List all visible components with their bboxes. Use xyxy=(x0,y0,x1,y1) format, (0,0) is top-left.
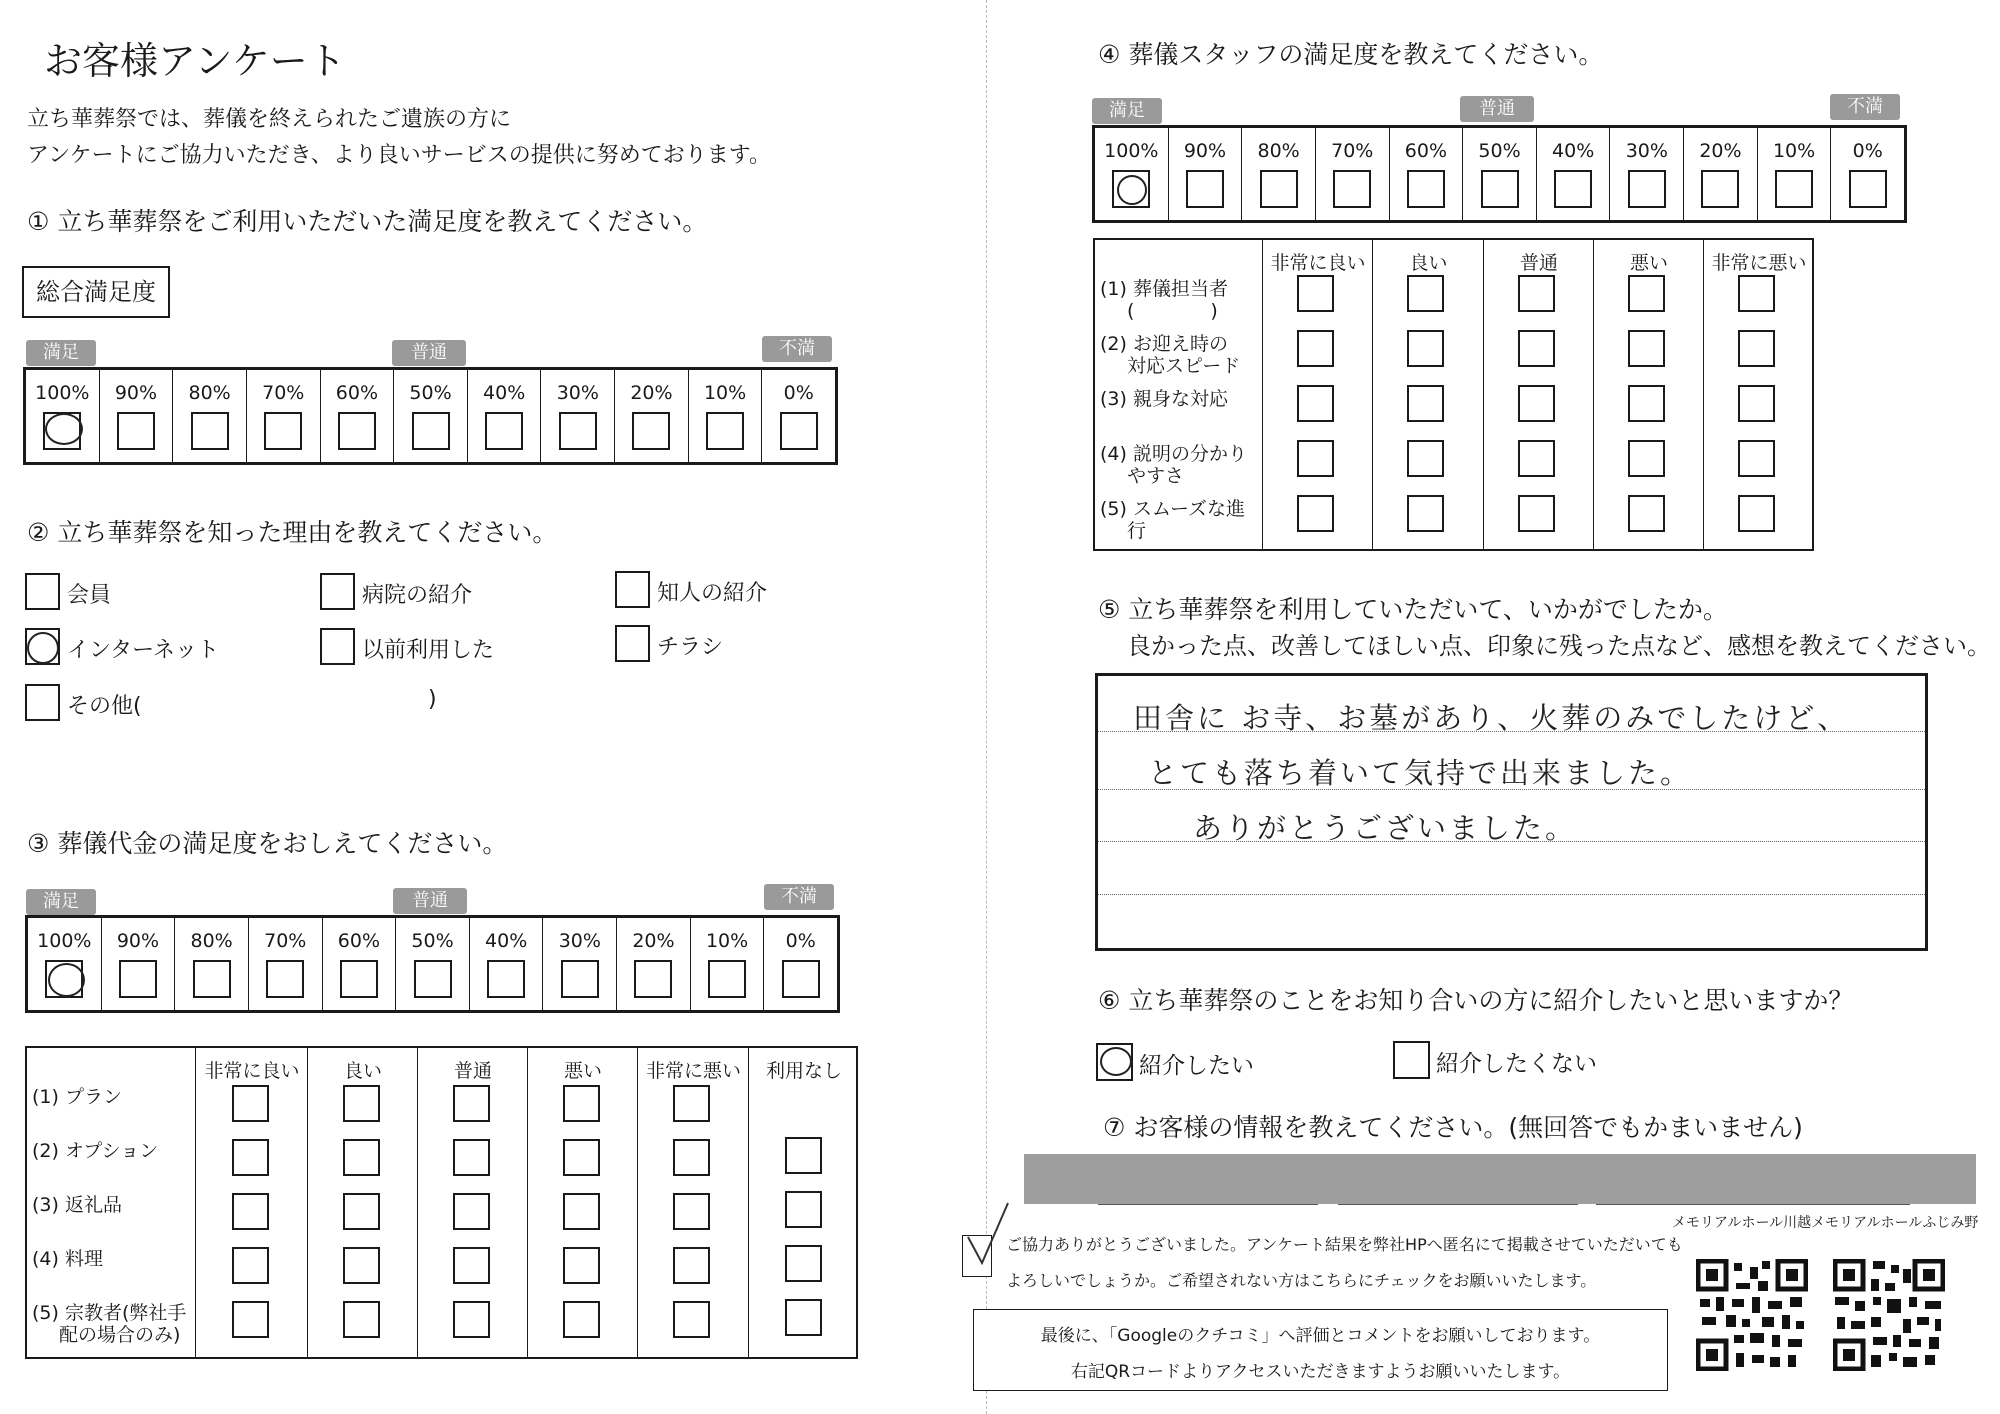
q1-pct-0: 0% xyxy=(783,382,814,404)
q3-r3-neutral[interactable] xyxy=(453,1193,490,1230)
q4-r5-bad[interactable] xyxy=(1628,495,1665,532)
q4-r1-bad[interactable] xyxy=(1628,275,1665,312)
q1-pct-40: 40% xyxy=(483,382,526,404)
q3-r5-good[interactable] xyxy=(343,1301,380,1338)
q1-pct-50: 50% xyxy=(409,382,452,404)
q4-r1-neutral[interactable] xyxy=(1518,275,1555,312)
q3-checkbox-0[interactable] xyxy=(782,960,820,998)
q4-r2-bad[interactable] xyxy=(1628,330,1665,367)
q3-checkbox-70[interactable] xyxy=(266,960,304,998)
q3-pct-40: 40% xyxy=(485,930,528,952)
q3-checkbox-90[interactable] xyxy=(119,960,157,998)
q3-r2-very-bad[interactable] xyxy=(673,1139,710,1176)
q1-pct-60: 60% xyxy=(335,382,378,404)
q4-r3-neutral[interactable] xyxy=(1518,385,1555,422)
q4-r5-neutral[interactable] xyxy=(1518,495,1555,532)
q4-r2-good[interactable] xyxy=(1407,330,1444,367)
q4-r4-good[interactable] xyxy=(1407,440,1444,477)
q1-checkbox-90[interactable] xyxy=(117,412,155,450)
q3-r4-neutral[interactable] xyxy=(453,1247,490,1284)
q4-r3-very-good[interactable] xyxy=(1297,385,1334,422)
q4-row-pickup-cont: 対応スピード xyxy=(1127,355,1241,377)
q4-tag-neutral: 普通 xyxy=(1460,96,1534,122)
q4-checkbox-50[interactable] xyxy=(1481,170,1519,208)
q6-option-yes: 紹介したい xyxy=(1139,1053,1254,1079)
q3-r1-neutral[interactable] xyxy=(453,1085,490,1122)
q3-r3-good[interactable] xyxy=(343,1193,380,1230)
q1-checkbox-10[interactable] xyxy=(706,412,744,450)
q1-tag-satisfied: 満足 xyxy=(26,340,96,366)
q4-pct-100: 100% xyxy=(1104,140,1159,162)
q3-r1-very-good[interactable] xyxy=(232,1085,269,1122)
q2-checkbox-flyer[interactable] xyxy=(615,625,650,662)
customer-info-redacted xyxy=(1024,1154,1976,1204)
q4-checkbox-60[interactable] xyxy=(1407,170,1445,208)
q4-row-explanation-cont: やすさ xyxy=(1127,465,1185,487)
q3-r5-not-used[interactable] xyxy=(785,1299,822,1336)
q4-pct-30: 30% xyxy=(1625,140,1668,162)
q2-option-flyer: チラシ xyxy=(657,635,724,660)
q2-checkbox-acquaintance[interactable] xyxy=(615,571,650,608)
intro-line-2: アンケートにご協力いただき、より良いサービスの提供に努めております。 xyxy=(27,143,772,168)
q3-r4-good[interactable] xyxy=(343,1247,380,1284)
q3-head-neutral: 普通 xyxy=(453,1060,492,1082)
closing-box xyxy=(973,1309,1668,1391)
q3-checkbox-30[interactable] xyxy=(561,960,599,998)
q4-pct-50: 50% xyxy=(1478,140,1521,162)
q3-row-food: (4) 料理 xyxy=(32,1248,103,1270)
q3-r3-very-bad[interactable] xyxy=(673,1193,710,1230)
q2-option-hospital: 病院の紹介 xyxy=(362,583,473,608)
q1-checkbox-40[interactable] xyxy=(485,412,523,450)
q4-checkbox-0[interactable] xyxy=(1849,170,1887,208)
q4-head-very-good: 非常に良い xyxy=(1270,252,1366,274)
q3-head-not-used: 利用なし xyxy=(765,1060,842,1082)
q4-head-good: 良い xyxy=(1409,252,1448,274)
q1-tag-neutral: 普通 xyxy=(392,340,466,366)
q1-checkbox-50[interactable] xyxy=(412,412,450,450)
q1-checkbox-80[interactable] xyxy=(191,412,229,450)
q4-r4-very-good[interactable] xyxy=(1297,440,1334,477)
q1-checkbox-20[interactable] xyxy=(632,412,670,450)
q2-option-acquaintance: 知人の紹介 xyxy=(657,581,768,606)
consent-line-1: ご協力ありがとうございました。アンケート結果を弊社HPへ匿名にて掲載させていただいても xyxy=(1006,1235,1683,1254)
q4-r3-good[interactable] xyxy=(1407,385,1444,422)
q3-r3-very-good[interactable] xyxy=(232,1193,269,1230)
q3-r3-not-used[interactable] xyxy=(785,1191,822,1228)
q3-pct-60: 60% xyxy=(337,930,380,952)
q1-pct-80: 80% xyxy=(188,382,231,404)
q4-r5-very-good[interactable] xyxy=(1297,495,1334,532)
q2-checkbox-other[interactable] xyxy=(25,684,60,721)
q3-r5-bad[interactable] xyxy=(563,1301,600,1338)
q3-head-very-bad: 非常に悪い xyxy=(645,1060,741,1082)
q2-circle-mark xyxy=(27,632,59,664)
q4-r2-very-good[interactable] xyxy=(1297,330,1334,367)
hall-names: メモリアルホール川越メモリアルホールふじみ野 xyxy=(1672,1215,1979,1231)
q3-row-priest: (5) 宗教者(弊社手 xyxy=(32,1302,187,1324)
q3-row-priest-cont: 配の場合のみ) xyxy=(59,1324,181,1346)
q4-r5-good[interactable] xyxy=(1407,495,1444,532)
q4-r3-very-bad[interactable] xyxy=(1738,385,1775,422)
q4-r3-bad[interactable] xyxy=(1628,385,1665,422)
intro-line-1: 立ち華葬祭では、葬儀を終えられたご遺族の方に xyxy=(27,107,512,132)
q2-option-other-close: ) xyxy=(428,687,437,712)
closing-line-2: 右記QRコードよりアクセスいただきますようお願いいたします。 xyxy=(1070,1362,1571,1382)
q3-row-option: (2) オプション xyxy=(32,1140,159,1162)
q3-pct-100: 100% xyxy=(37,930,92,952)
q1-pct-20: 20% xyxy=(630,382,673,404)
q4-head-neutral: 普通 xyxy=(1519,252,1558,274)
q4-pct-20: 20% xyxy=(1699,140,1742,162)
q4-r4-very-bad[interactable] xyxy=(1738,440,1775,477)
q1-checkbox-30[interactable] xyxy=(559,412,597,450)
q5-handwriting-line-2: とても落ち着いて気持で出来ました。 xyxy=(1148,756,1693,790)
q4-row-progress: (5) スムーズな進 xyxy=(1100,498,1246,520)
q3-pct-50: 50% xyxy=(411,930,454,952)
q1-checkbox-0[interactable] xyxy=(780,412,818,450)
q4-title: ④ 葬儀スタッフの満足度を教えてください。 xyxy=(1098,40,1604,69)
q1-pct-30: 30% xyxy=(556,382,599,404)
q4-row-pickup: (2) お迎え時の xyxy=(1100,333,1228,355)
q4-row-kindness: (3) 親身な対応 xyxy=(1100,388,1228,410)
q4-checkbox-10[interactable] xyxy=(1775,170,1813,208)
q4-pct-80: 80% xyxy=(1257,140,1300,162)
closing-line-1: 最後に、「Googleのクチコミ」へ評価とコメントをお願いしております。 xyxy=(1040,1326,1601,1346)
q3-r2-neutral[interactable] xyxy=(453,1139,490,1176)
q3-tag-dissatisfied: 不満 xyxy=(764,884,834,910)
q2-checkbox-hospital[interactable] xyxy=(320,573,355,610)
q6-title: ⑥ 立ち華葬祭のことをお知り合いの方に紹介したいと思いますか？ xyxy=(1098,986,1854,1015)
q4-checkbox-30[interactable] xyxy=(1628,170,1666,208)
q1-title: ① 立ち華葬祭をご利用いただいた満足度を教えてください。 xyxy=(27,207,708,236)
q5-subtitle: 良かった点、改善してほしい点、印象に残った点など、感想を教えてください。 xyxy=(1127,632,1991,660)
q3-checkbox-40[interactable] xyxy=(487,960,525,998)
q4-pct-0: 0% xyxy=(1852,140,1883,162)
qr-code-icon[interactable] xyxy=(1696,1259,1808,1371)
q2-option-used-before: 以前利用した xyxy=(362,638,495,663)
q3-pct-90: 90% xyxy=(116,930,160,952)
q2-option-member: 会員 xyxy=(67,583,112,608)
q3-r4-very-good[interactable] xyxy=(232,1247,269,1284)
q3-checkbox-80[interactable] xyxy=(193,960,231,998)
q3-r3-bad[interactable] xyxy=(563,1193,600,1230)
q3-r1-bad[interactable] xyxy=(563,1085,600,1122)
q4-pct-60: 60% xyxy=(1404,140,1447,162)
q3-r2-not-used[interactable] xyxy=(785,1137,822,1174)
q4-checkbox-20[interactable] xyxy=(1701,170,1739,208)
qr-code-icon[interactable] xyxy=(1833,1259,1945,1371)
q1-tag-dissatisfied: 不満 xyxy=(762,336,832,362)
q3-r2-good[interactable] xyxy=(343,1139,380,1176)
q3-checkbox-60[interactable] xyxy=(340,960,378,998)
q4-pct-10: 10% xyxy=(1772,140,1816,162)
q6-option-no: 紹介したくない xyxy=(1436,1051,1597,1077)
q3-scale xyxy=(25,915,840,1013)
q5-title: ⑤ 立ち華葬祭を利用していただいて、いかがでしたか。 xyxy=(1098,595,1728,624)
q1-checkbox-70[interactable] xyxy=(264,412,302,450)
q1-scale xyxy=(23,367,838,465)
q3-r2-very-good[interactable] xyxy=(232,1139,269,1176)
q2-option-other: その他( xyxy=(67,694,142,719)
q4-row-progress-cont: 行 xyxy=(1127,520,1147,542)
q1-checkbox-60[interactable] xyxy=(338,412,376,450)
q3-row-plan: (1) プラン xyxy=(32,1086,122,1108)
q3-head-bad: 悪い xyxy=(563,1060,602,1082)
q3-head-very-good: 非常に良い xyxy=(204,1060,300,1082)
q4-scale xyxy=(1092,125,1907,223)
q4-checkbox-70[interactable] xyxy=(1333,170,1371,208)
q3-r5-very-bad[interactable] xyxy=(673,1301,710,1338)
q6-circle-mark xyxy=(1100,1047,1132,1076)
q3-pct-0: 0% xyxy=(785,930,816,952)
info-underline-2 xyxy=(1338,1204,1578,1205)
q4-head-bad: 悪い xyxy=(1629,252,1668,274)
q5-handwriting-line-3: ありがとうございました。 xyxy=(1193,811,1578,845)
q1-pct-10: 10% xyxy=(703,382,747,404)
q2-title: ② 立ち華葬祭を知った理由を教えてください。 xyxy=(27,518,558,547)
q4-checkbox-80[interactable] xyxy=(1260,170,1298,208)
q4-r1-very-good[interactable] xyxy=(1297,275,1334,312)
q3-r1-very-bad[interactable] xyxy=(673,1085,710,1122)
q4-r5-very-bad[interactable] xyxy=(1738,495,1775,532)
q2-option-internet: インターネット xyxy=(67,638,220,663)
q4-pct-70: 70% xyxy=(1331,140,1374,162)
q4-row-staff-name: ( ) xyxy=(1127,300,1218,322)
q5-handwriting-line-1: 田舎に お寺、お墓があり、火葬のみでしたけど、 xyxy=(1133,701,1850,735)
q4-r1-very-bad[interactable] xyxy=(1738,275,1775,312)
q4-circle-mark xyxy=(1117,175,1147,205)
overall-satisfaction-label: 総合満足度 xyxy=(22,266,170,318)
q3-pct-30: 30% xyxy=(558,930,601,952)
q3-checkbox-20[interactable] xyxy=(634,960,672,998)
q3-tag-neutral: 普通 xyxy=(393,888,467,914)
q3-row-return-gift: (3) 返礼品 xyxy=(32,1194,122,1216)
q3-pct-70: 70% xyxy=(264,930,307,952)
q4-checkbox-90[interactable] xyxy=(1186,170,1224,208)
info-underline-3 xyxy=(1596,1204,1910,1205)
q1-pct-90: 90% xyxy=(114,382,158,404)
q3-r5-very-good[interactable] xyxy=(232,1301,269,1338)
page-title: お客様アンケート xyxy=(44,39,346,83)
q3-r5-neutral[interactable] xyxy=(453,1301,490,1338)
q2-checkbox-used-before[interactable] xyxy=(320,628,355,665)
q3-r4-very-bad[interactable] xyxy=(673,1247,710,1284)
q3-pct-10: 10% xyxy=(705,930,749,952)
q3-pct-80: 80% xyxy=(190,930,233,952)
q7-title: ⑦ お客様の情報を教えてください。(無回答でもかまいません) xyxy=(1103,1113,1803,1142)
q4-checkbox-40[interactable] xyxy=(1554,170,1592,208)
q3-grid xyxy=(25,1046,858,1359)
q4-pct-90: 90% xyxy=(1183,140,1227,162)
q4-r1-good[interactable] xyxy=(1407,275,1444,312)
q3-r2-bad[interactable] xyxy=(563,1139,600,1176)
q6-checkbox-no[interactable] xyxy=(1393,1041,1430,1079)
q3-r1-good[interactable] xyxy=(343,1085,380,1122)
q3-r4-bad[interactable] xyxy=(563,1247,600,1284)
q4-pct-40: 40% xyxy=(1552,140,1595,162)
q4-r4-neutral[interactable] xyxy=(1518,440,1555,477)
q3-pct-20: 20% xyxy=(632,930,675,952)
q4-r2-neutral[interactable] xyxy=(1518,330,1555,367)
q1-circle-mark xyxy=(45,413,83,445)
q3-title: ③ 葬儀代金の満足度をおしえてください。 xyxy=(27,829,508,858)
q3-r4-not-used[interactable] xyxy=(785,1245,822,1282)
q4-tag-dissatisfied: 不満 xyxy=(1830,94,1900,120)
consent-line-2: よろしいでしょうか。ご希望されない方はこちらにチェックをお願いいたします。 xyxy=(1006,1271,1597,1290)
q3-circle-mark xyxy=(48,963,85,997)
q4-head-very-bad: 非常に悪い xyxy=(1711,252,1807,274)
q4-tag-satisfied: 満足 xyxy=(1092,98,1162,124)
q1-pct-70: 70% xyxy=(262,382,305,404)
q3-checkbox-10[interactable] xyxy=(708,960,746,998)
info-underline-1 xyxy=(1098,1204,1318,1205)
q3-tag-satisfied: 満足 xyxy=(26,889,96,915)
q4-r2-very-bad[interactable] xyxy=(1738,330,1775,367)
q1-pct-100: 100% xyxy=(35,382,90,404)
q4-row-staff: (1) 葬儀担当者 xyxy=(1100,278,1228,300)
q4-r4-bad[interactable] xyxy=(1628,440,1665,477)
q5-comment-box[interactable] xyxy=(1095,673,1928,951)
q3-checkbox-50[interactable] xyxy=(414,960,452,998)
q4-row-explanation: (4) 説明の分かり xyxy=(1100,443,1247,465)
q2-checkbox-member[interactable] xyxy=(25,573,60,610)
q3-head-good: 良い xyxy=(343,1060,382,1082)
q4-grid xyxy=(1093,238,1814,551)
